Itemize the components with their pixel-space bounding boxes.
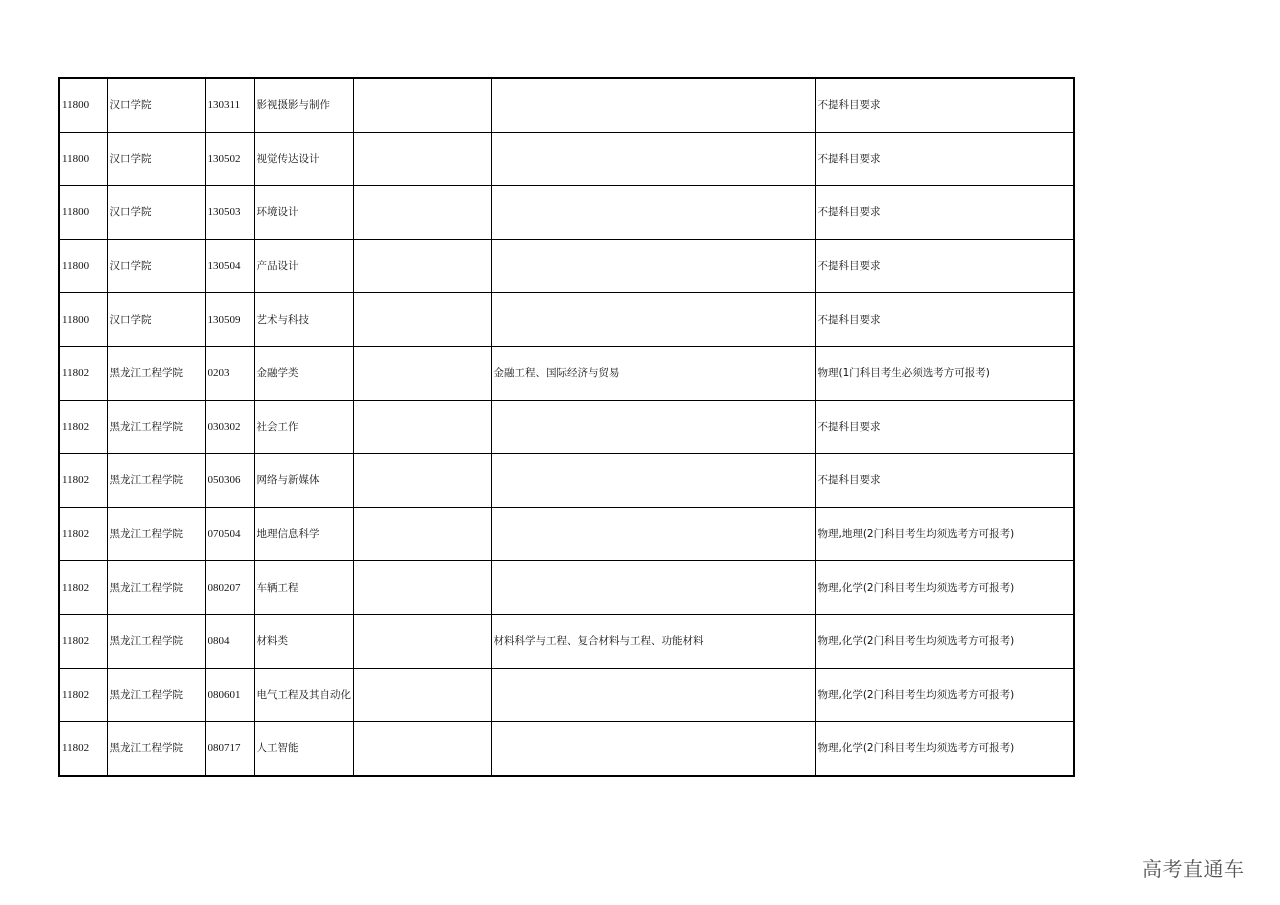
school-code-cell: 11802 bbox=[59, 400, 107, 454]
school-code-cell: 11802 bbox=[59, 507, 107, 561]
subject-requirement-cell: 不提科目要求 bbox=[815, 132, 1074, 186]
included-majors-cell: 材料科学与工程、复合材料与工程、功能材料 bbox=[491, 614, 815, 668]
school-code-cell: 11802 bbox=[59, 668, 107, 722]
included-majors-cell bbox=[491, 239, 815, 293]
included-majors-cell bbox=[491, 722, 815, 776]
subject-requirement-cell: 不提科目要求 bbox=[815, 186, 1074, 240]
school-code-cell: 11800 bbox=[59, 132, 107, 186]
subject-requirement-cell: 不提科目要求 bbox=[815, 78, 1074, 132]
empty-cell bbox=[353, 454, 491, 508]
major-name-cell: 人工智能 bbox=[254, 722, 353, 776]
included-majors-cell bbox=[491, 132, 815, 186]
school-name-cell: 黑龙江工程学院 bbox=[107, 507, 205, 561]
school-code-cell: 11802 bbox=[59, 722, 107, 776]
empty-cell bbox=[353, 722, 491, 776]
school-name-cell: 黑龙江工程学院 bbox=[107, 614, 205, 668]
school-code-cell: 11802 bbox=[59, 454, 107, 508]
table-row bbox=[59, 507, 1074, 561]
school-name-cell: 黑龙江工程学院 bbox=[107, 400, 205, 454]
subject-requirement-cell: 不提科目要求 bbox=[815, 293, 1074, 347]
school-name-cell: 黑龙江工程学院 bbox=[107, 561, 205, 615]
school-name-cell: 黑龙江工程学院 bbox=[107, 668, 205, 722]
school-code-cell: 11800 bbox=[59, 293, 107, 347]
school-name-cell: 黑龙江工程学院 bbox=[107, 722, 205, 776]
major-code-cell: 130503 bbox=[205, 186, 254, 240]
included-majors-cell bbox=[491, 454, 815, 508]
major-name-cell: 电气工程及其自动化 bbox=[254, 668, 353, 722]
school-code-cell: 11802 bbox=[59, 561, 107, 615]
major-name-cell: 网络与新媒体 bbox=[254, 454, 353, 508]
subject-requirement-cell: 物理,化学(2门科目考生均须选考方可报考) bbox=[815, 561, 1074, 615]
subject-requirement-cell: 不提科目要求 bbox=[815, 454, 1074, 508]
table-row bbox=[59, 454, 1074, 508]
table-body bbox=[59, 78, 1074, 776]
major-code-cell: 0203 bbox=[205, 346, 254, 400]
empty-cell bbox=[353, 668, 491, 722]
school-code-cell: 11800 bbox=[59, 239, 107, 293]
major-code-cell: 0804 bbox=[205, 614, 254, 668]
major-code-cell: 030302 bbox=[205, 400, 254, 454]
school-code-cell: 11802 bbox=[59, 346, 107, 400]
major-code-cell: 130509 bbox=[205, 293, 254, 347]
table-row bbox=[59, 668, 1074, 722]
included-majors-cell bbox=[491, 561, 815, 615]
empty-cell bbox=[353, 561, 491, 615]
empty-cell bbox=[353, 132, 491, 186]
table-row bbox=[59, 561, 1074, 615]
table-row bbox=[59, 186, 1074, 240]
major-name-cell: 材料类 bbox=[254, 614, 353, 668]
empty-cell bbox=[353, 78, 491, 132]
empty-cell bbox=[353, 400, 491, 454]
included-majors-cell bbox=[491, 400, 815, 454]
major-code-cell: 080717 bbox=[205, 722, 254, 776]
empty-cell bbox=[353, 239, 491, 293]
major-name-cell: 社会工作 bbox=[254, 400, 353, 454]
included-majors-cell bbox=[491, 668, 815, 722]
table-row bbox=[59, 239, 1074, 293]
school-name-cell: 汉口学院 bbox=[107, 186, 205, 240]
table-row bbox=[59, 132, 1074, 186]
major-code-cell: 080207 bbox=[205, 561, 254, 615]
subject-requirements-table bbox=[58, 77, 1075, 777]
major-name-cell: 影视摄影与制作 bbox=[254, 78, 353, 132]
major-code-cell: 130502 bbox=[205, 132, 254, 186]
school-name-cell: 汉口学院 bbox=[107, 78, 205, 132]
major-name-cell: 产品设计 bbox=[254, 239, 353, 293]
major-name-cell: 金融学类 bbox=[254, 346, 353, 400]
table-row bbox=[59, 293, 1074, 347]
watermark-text: 高考直通车 bbox=[1142, 857, 1245, 881]
major-code-cell: 050306 bbox=[205, 454, 254, 508]
subject-requirement-cell: 物理,地理(2门科目考生均须选考方可报考) bbox=[815, 507, 1074, 561]
included-majors-cell bbox=[491, 293, 815, 347]
major-code-cell: 080601 bbox=[205, 668, 254, 722]
subject-requirement-cell: 物理(1门科目考生必须选考方可报考) bbox=[815, 346, 1074, 400]
school-name-cell: 汉口学院 bbox=[107, 293, 205, 347]
included-majors-cell: 金融工程、国际经济与贸易 bbox=[491, 346, 815, 400]
subject-requirement-cell: 物理,化学(2门科目考生均须选考方可报考) bbox=[815, 668, 1074, 722]
included-majors-cell bbox=[491, 507, 815, 561]
school-code-cell: 11802 bbox=[59, 614, 107, 668]
table-row bbox=[59, 78, 1074, 132]
empty-cell bbox=[353, 346, 491, 400]
school-name-cell: 黑龙江工程学院 bbox=[107, 454, 205, 508]
major-code-cell: 130311 bbox=[205, 78, 254, 132]
empty-cell bbox=[353, 186, 491, 240]
subject-requirement-cell: 物理,化学(2门科目考生均须选考方可报考) bbox=[815, 722, 1074, 776]
empty-cell bbox=[353, 614, 491, 668]
subject-requirement-cell: 不提科目要求 bbox=[815, 400, 1074, 454]
subject-requirement-cell: 物理,化学(2门科目考生均须选考方可报考) bbox=[815, 614, 1074, 668]
included-majors-cell bbox=[491, 186, 815, 240]
table-row bbox=[59, 400, 1074, 454]
included-majors-cell bbox=[491, 78, 815, 132]
major-code-cell: 130504 bbox=[205, 239, 254, 293]
table-row bbox=[59, 722, 1074, 776]
empty-cell bbox=[353, 293, 491, 347]
major-name-cell: 视觉传达设计 bbox=[254, 132, 353, 186]
school-name-cell: 汉口学院 bbox=[107, 239, 205, 293]
table-row bbox=[59, 614, 1074, 668]
school-code-cell: 11800 bbox=[59, 78, 107, 132]
major-name-cell: 地理信息科学 bbox=[254, 507, 353, 561]
school-code-cell: 11800 bbox=[59, 186, 107, 240]
major-code-cell: 070504 bbox=[205, 507, 254, 561]
major-name-cell: 车辆工程 bbox=[254, 561, 353, 615]
subject-requirement-cell: 不提科目要求 bbox=[815, 239, 1074, 293]
major-name-cell: 艺术与科技 bbox=[254, 293, 353, 347]
table-row bbox=[59, 346, 1074, 400]
major-name-cell: 环境设计 bbox=[254, 186, 353, 240]
school-name-cell: 汉口学院 bbox=[107, 132, 205, 186]
empty-cell bbox=[353, 507, 491, 561]
school-name-cell: 黑龙江工程学院 bbox=[107, 346, 205, 400]
